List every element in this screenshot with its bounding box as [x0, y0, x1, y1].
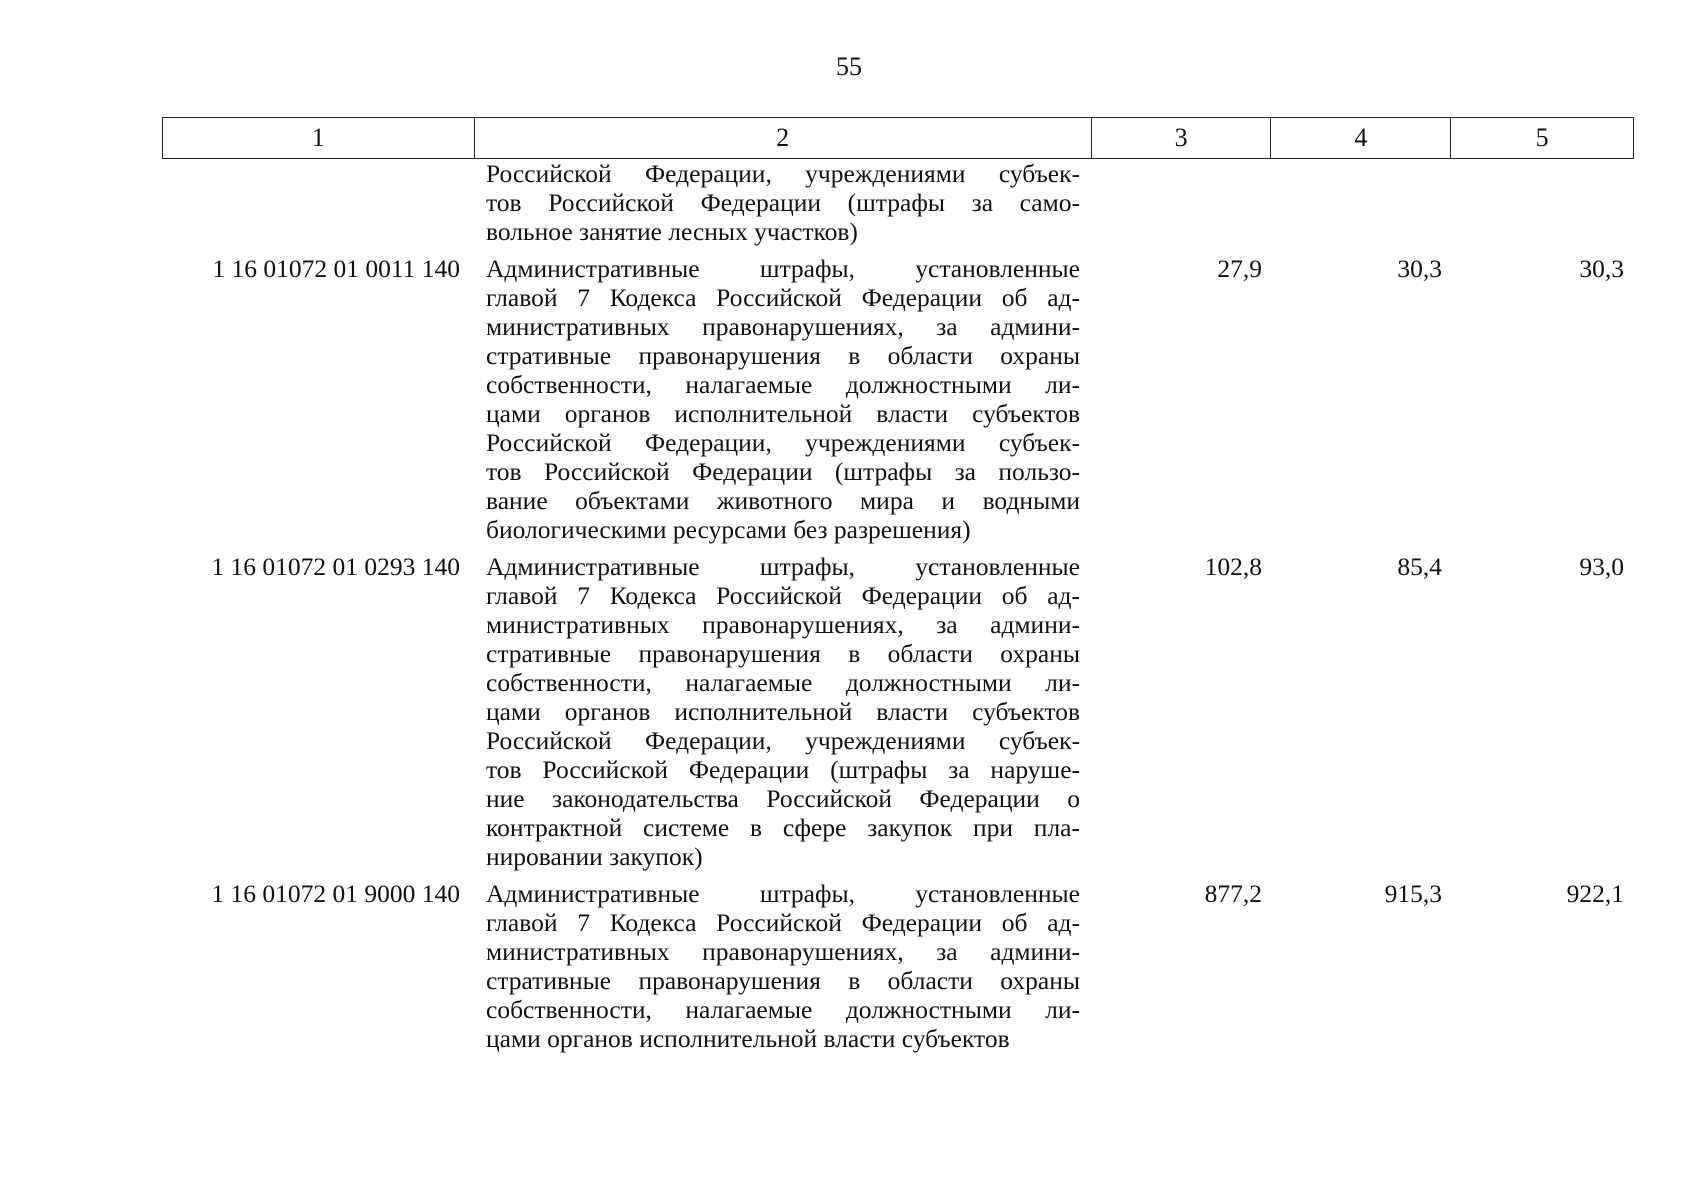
- description-line: вание объектами животного мира и водными: [486, 486, 1080, 515]
- description-cell: [474, 552, 1092, 871]
- budget-code-cell: 1 16 01072 01 9000 140: [211, 879, 460, 908]
- description-line: цами органов исполнительной власти субъектов: [486, 1024, 1010, 1053]
- description-line: стративные правонарушения в области охраны: [486, 341, 1080, 370]
- header-col-4: 4: [1271, 118, 1451, 158]
- value-cell-col-3: [1092, 159, 1272, 246]
- description-line: Административные штрафы, установленные: [486, 254, 1080, 283]
- value-cell-col-3: 27,9: [1217, 254, 1262, 283]
- description-line: собственности, налагаемые должностными ли-: [486, 668, 1080, 697]
- value-cell-col-4: 915,3: [1384, 879, 1442, 908]
- description-line: стративные правонарушения в области охраны: [486, 639, 1080, 668]
- budget-code-cell: [162, 159, 474, 246]
- table-row: [162, 879, 1634, 1053]
- value-cell-col-3: 877,2: [1204, 879, 1262, 908]
- description-line: министративных правонарушениях, за админи-: [486, 312, 1080, 341]
- description-line: тов Российской Федерации (штрафы за наруше-: [486, 755, 1080, 784]
- description-line: ние законодательства Российской Федерации о: [486, 784, 1080, 813]
- header-col-2: 2: [475, 118, 1092, 158]
- value-cell-col-4: [1272, 159, 1452, 246]
- table-row: [162, 159, 1634, 246]
- description-line: Административные штрафы, установленные: [486, 552, 1080, 581]
- header-col-3: 3: [1092, 118, 1272, 158]
- description-line: Российской Федерации, учреждениями субъек-: [486, 159, 1080, 188]
- description-cell: [474, 159, 1092, 246]
- header-col-1: 1: [163, 118, 475, 158]
- description-line: цами органов исполнительной власти субъектов: [486, 399, 1080, 428]
- description-cell: [474, 879, 1092, 1053]
- table-body: [162, 159, 1634, 1053]
- description-line: Российской Федерации, учреждениями субъек-: [486, 428, 1080, 457]
- description-line: цами органов исполнительной власти субъектов: [486, 697, 1080, 726]
- description-line: биологическими ресурсами без разрешения): [486, 515, 971, 544]
- page-number: 55: [836, 52, 862, 81]
- description-line: главой 7 Кодекса Российской Федерации об ад-: [486, 581, 1080, 610]
- description-line: вольное занятие лесных участков): [486, 217, 858, 246]
- value-cell-col-5: [1452, 159, 1634, 246]
- description-line: контрактной системе в сфере закупок при пла-: [486, 813, 1080, 842]
- value-cell-col-5: 93,0: [1579, 552, 1624, 581]
- budget-code-cell: 1 16 01072 01 0011 140: [212, 254, 460, 283]
- header-col-5: 5: [1535, 123, 1549, 152]
- value-cell-col-4: 30,3: [1397, 254, 1442, 283]
- description-line: тов Российской Федерации (штрафы за пользо-: [486, 457, 1080, 486]
- description-line: тов Российской Федерации (штрафы за само-: [486, 188, 1080, 217]
- description-line: главой 7 Кодекса Российской Федерации об ад-: [486, 283, 1080, 312]
- description-line: собственности, налагаемые должностными ли-: [486, 995, 1080, 1024]
- description-line: стративные правонарушения в области охраны: [486, 966, 1080, 995]
- value-cell-col-5: 922,1: [1566, 879, 1624, 908]
- description-cell: [474, 254, 1092, 544]
- description-line: министративных правонарушениях, за админи-: [486, 937, 1080, 966]
- table-row: [162, 552, 1634, 871]
- table-header-row: [162, 117, 1634, 159]
- budget-table: [162, 117, 1634, 1053]
- description-line: главой 7 Кодекса Российской Федерации об ад-: [486, 908, 1080, 937]
- description-line: нировании закупок): [486, 842, 703, 871]
- value-cell-col-4: 85,4: [1397, 552, 1442, 581]
- description-line: министративных правонарушениях, за админи-: [486, 610, 1080, 639]
- description-line: собственности, налагаемые должностными ли-: [486, 370, 1080, 399]
- budget-code-cell: 1 16 01072 01 0293 140: [211, 552, 460, 581]
- table-row: [162, 254, 1634, 544]
- value-cell-col-3: 102,8: [1204, 552, 1262, 581]
- description-line: Российской Федерации, учреждениями субъек-: [486, 726, 1080, 755]
- description-line: Административные штрафы, установленные: [486, 879, 1080, 908]
- value-cell-col-5: 30,3: [1579, 254, 1624, 283]
